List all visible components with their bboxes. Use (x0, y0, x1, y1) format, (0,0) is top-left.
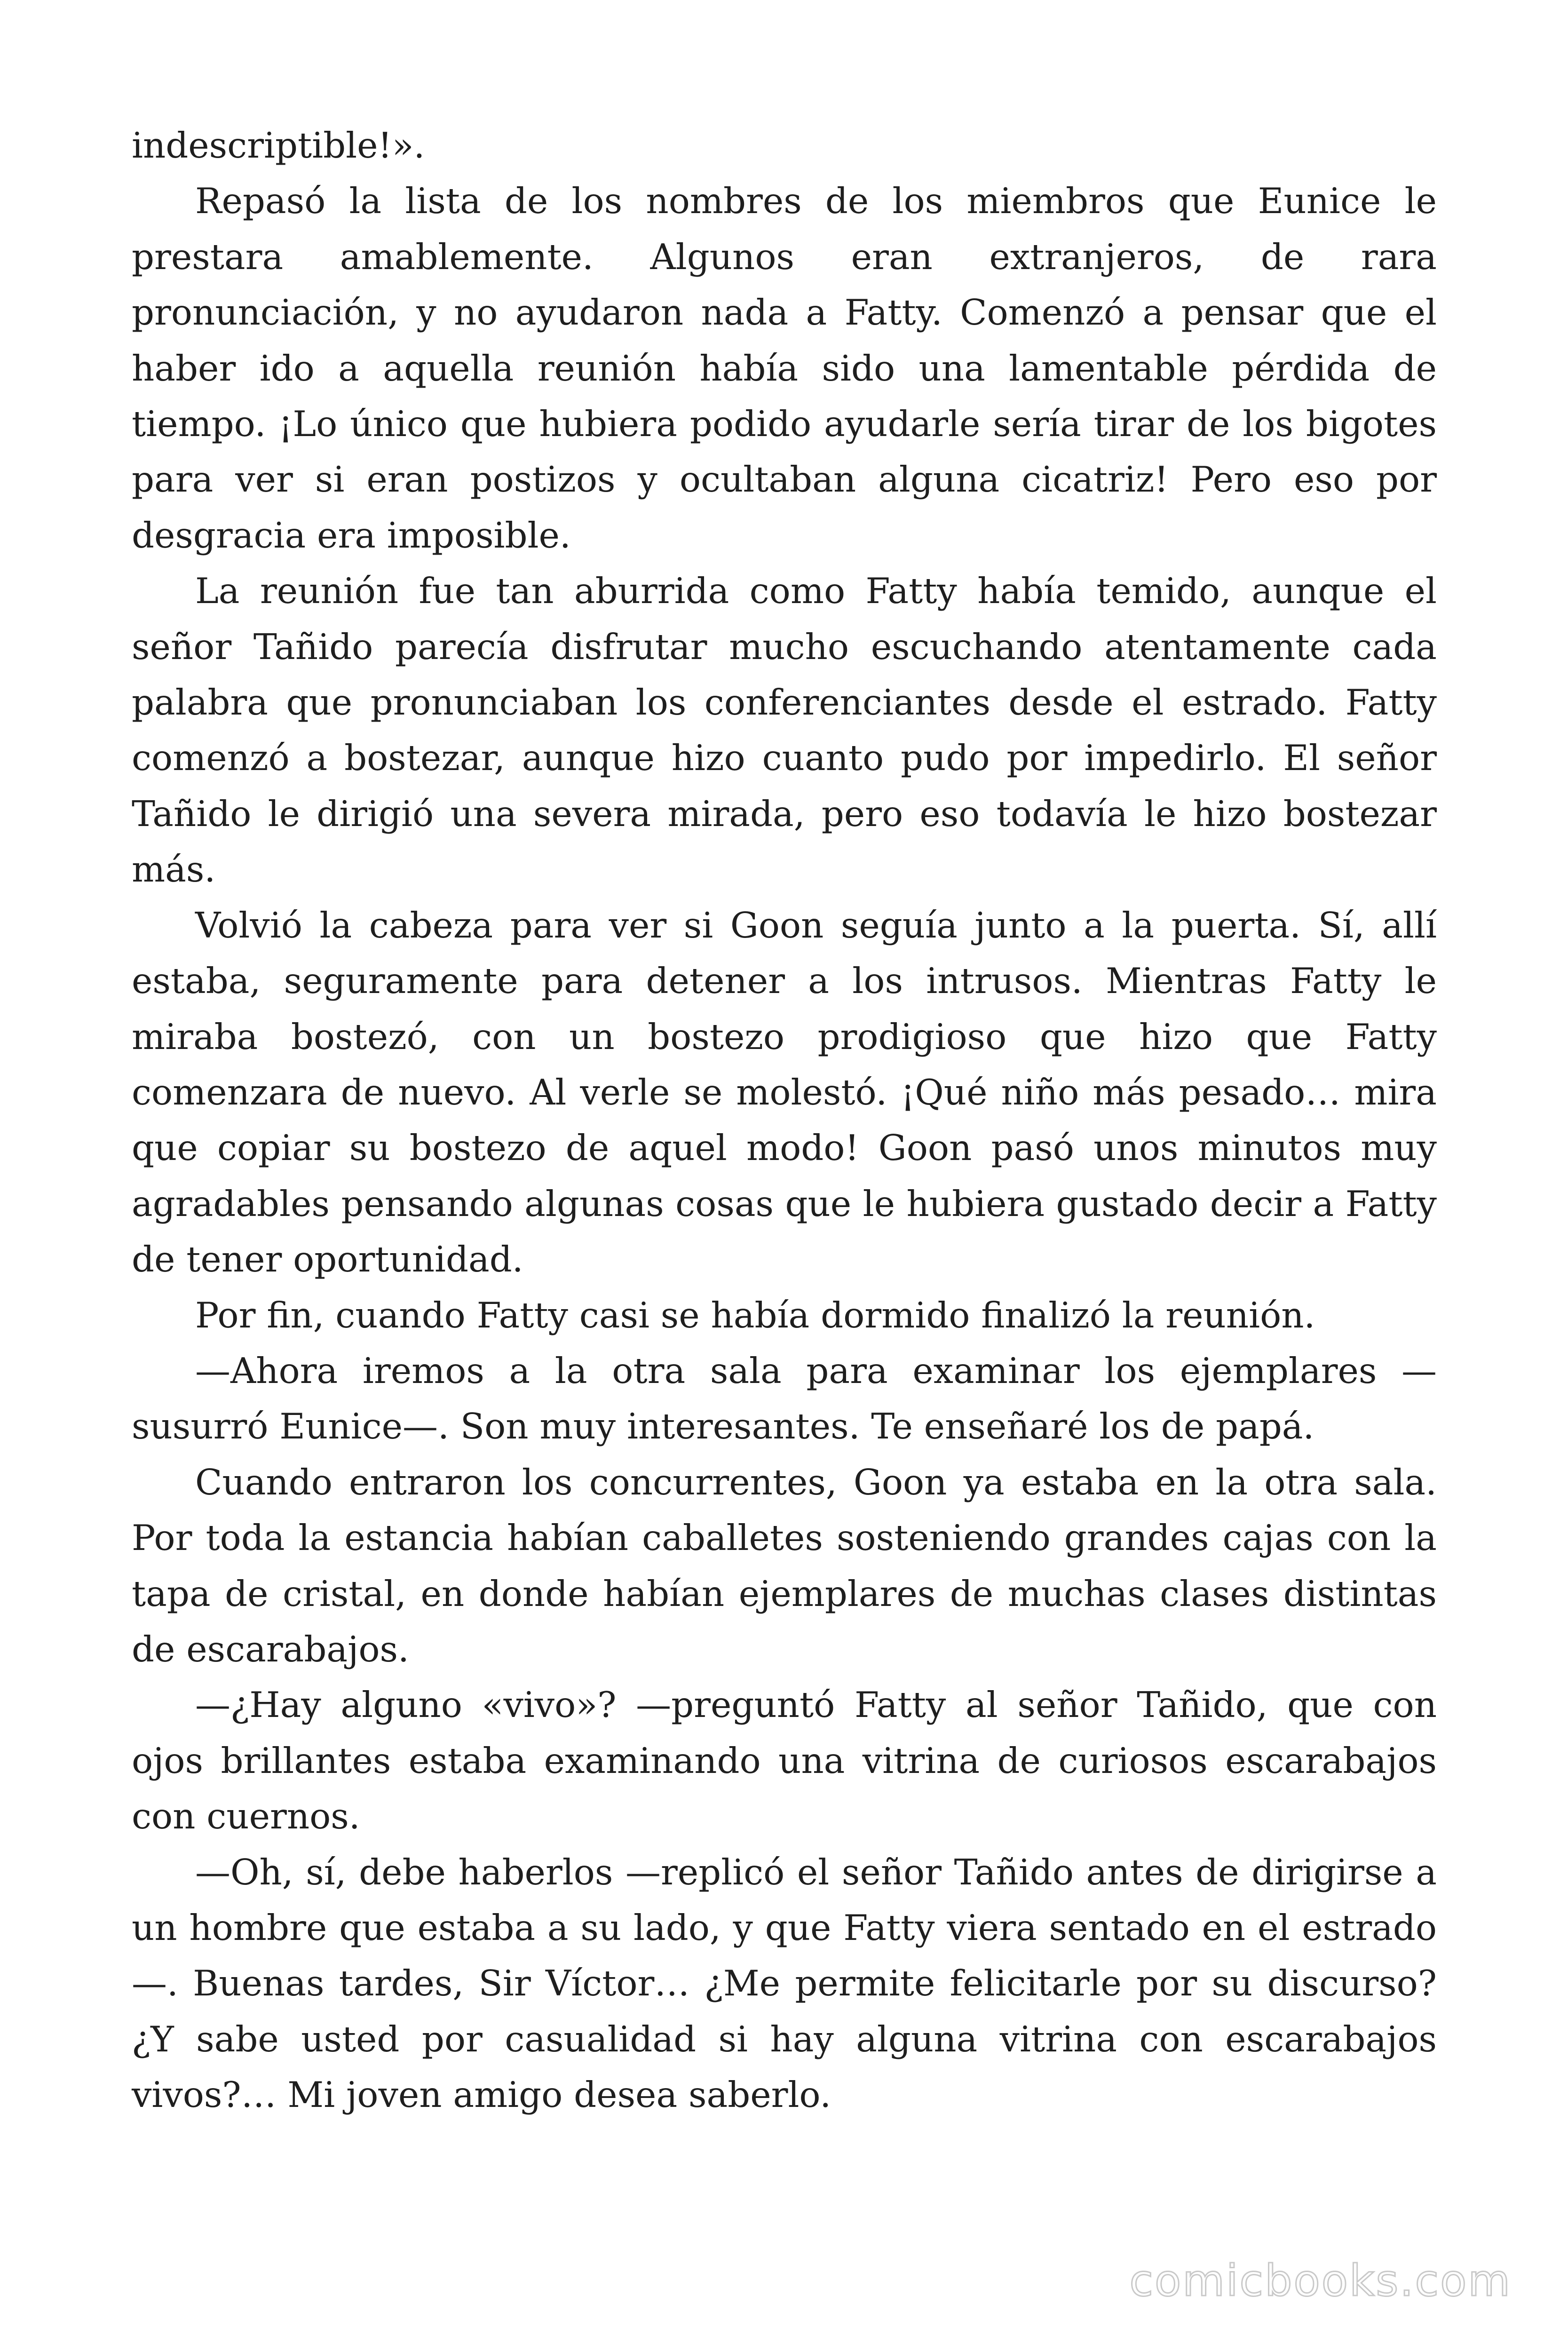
paragraph: —Ahora iremos a la otra sala para examinar los ejemplares —susurró Eunice—. Son muy interesantes. Te enseñaré los de papá. (132, 1350, 1437, 1447)
paragraph: Repasó la lista de los nombres de los miembros que Eunice le prestara amablemente. Algunos eran extranjeros, de rara pronunciación, y no ayudaron nada a Fatty. Comenzó a pensar que el haber ido a aquella reunión había sido una lamentable pérdida de tiempo. ¡Lo único que hubiera podido ayudarle sería tirar de los bigotes para ver si eran postizos y ocultaban alguna cicatriz! Pero eso por desgracia era imposible. (132, 180, 1437, 556)
paragraph: Por fin, cuando Fatty casi se había dormido finalizó la reunión. (195, 1294, 1315, 1336)
paragraph: —Oh, sí, debe haberlos —replicó el señor Tañido antes de dirigirse a un hombre que estaba a su lado, y que Fatty viera sentado en el estrado—. Buenas tardes, Sir Víctor… ¿Me permite felicitarle por su discurso? ¿Y sabe usted por casualidad si hay alguna vitrina con escarabajos vivos?… Mi joven amigo desea saberlo. (132, 1851, 1437, 2116)
paragraph: Cuando entraron los concurrentes, Goon ya estaba en la otra sala. Por toda la estancia habían caballetes sosteniendo grandes cajas con la tapa de cristal, en donde habían ejemplares de muchas clases distintas de escarabajos. (132, 1461, 1437, 1670)
paragraph: indescriptible!». (132, 125, 425, 166)
paragraph: —¿Hay alguno «vivo»? —preguntó Fatty al señor Tañido, que con ojos brillantes estaba examinando una vitrina de curiosos escarabajos con cuernos. (132, 1684, 1437, 1837)
paragraph: La reunión fue tan aburrida como Fatty había temido, aunque el señor Tañido parecía disfrutar mucho escuchando atentamente cada palabra que pronunciaban los conferenciantes desde el estrado. Fatty comenzó a bostezar, aunque hizo cuanto pudo por impedirlo. El señor Tañido le dirigió una severa mirada, pero eso todavía le hizo bostezar más. (132, 570, 1437, 890)
book-page (132, 118, 1437, 2258)
paragraph: Volvió la cabeza para ver si Goon seguía junto a la puerta. Sí, allí estaba, seguramente para detener a los intrusos. Mientras Fatty le miraba bostezó, con un bostezo prodigioso que hizo que Fatty comenzara de nuevo. Al verle se molestó. ¡Qué niño más pesado… mira que copiar su bostezo de aquel modo! Goon pasó unos minutos muy agradables pensando algunas cosas que le hubiera gustado decir a Fatty de tener oportunidad. (132, 904, 1437, 1280)
watermark: comicbooks.com (1129, 2256, 1512, 2306)
